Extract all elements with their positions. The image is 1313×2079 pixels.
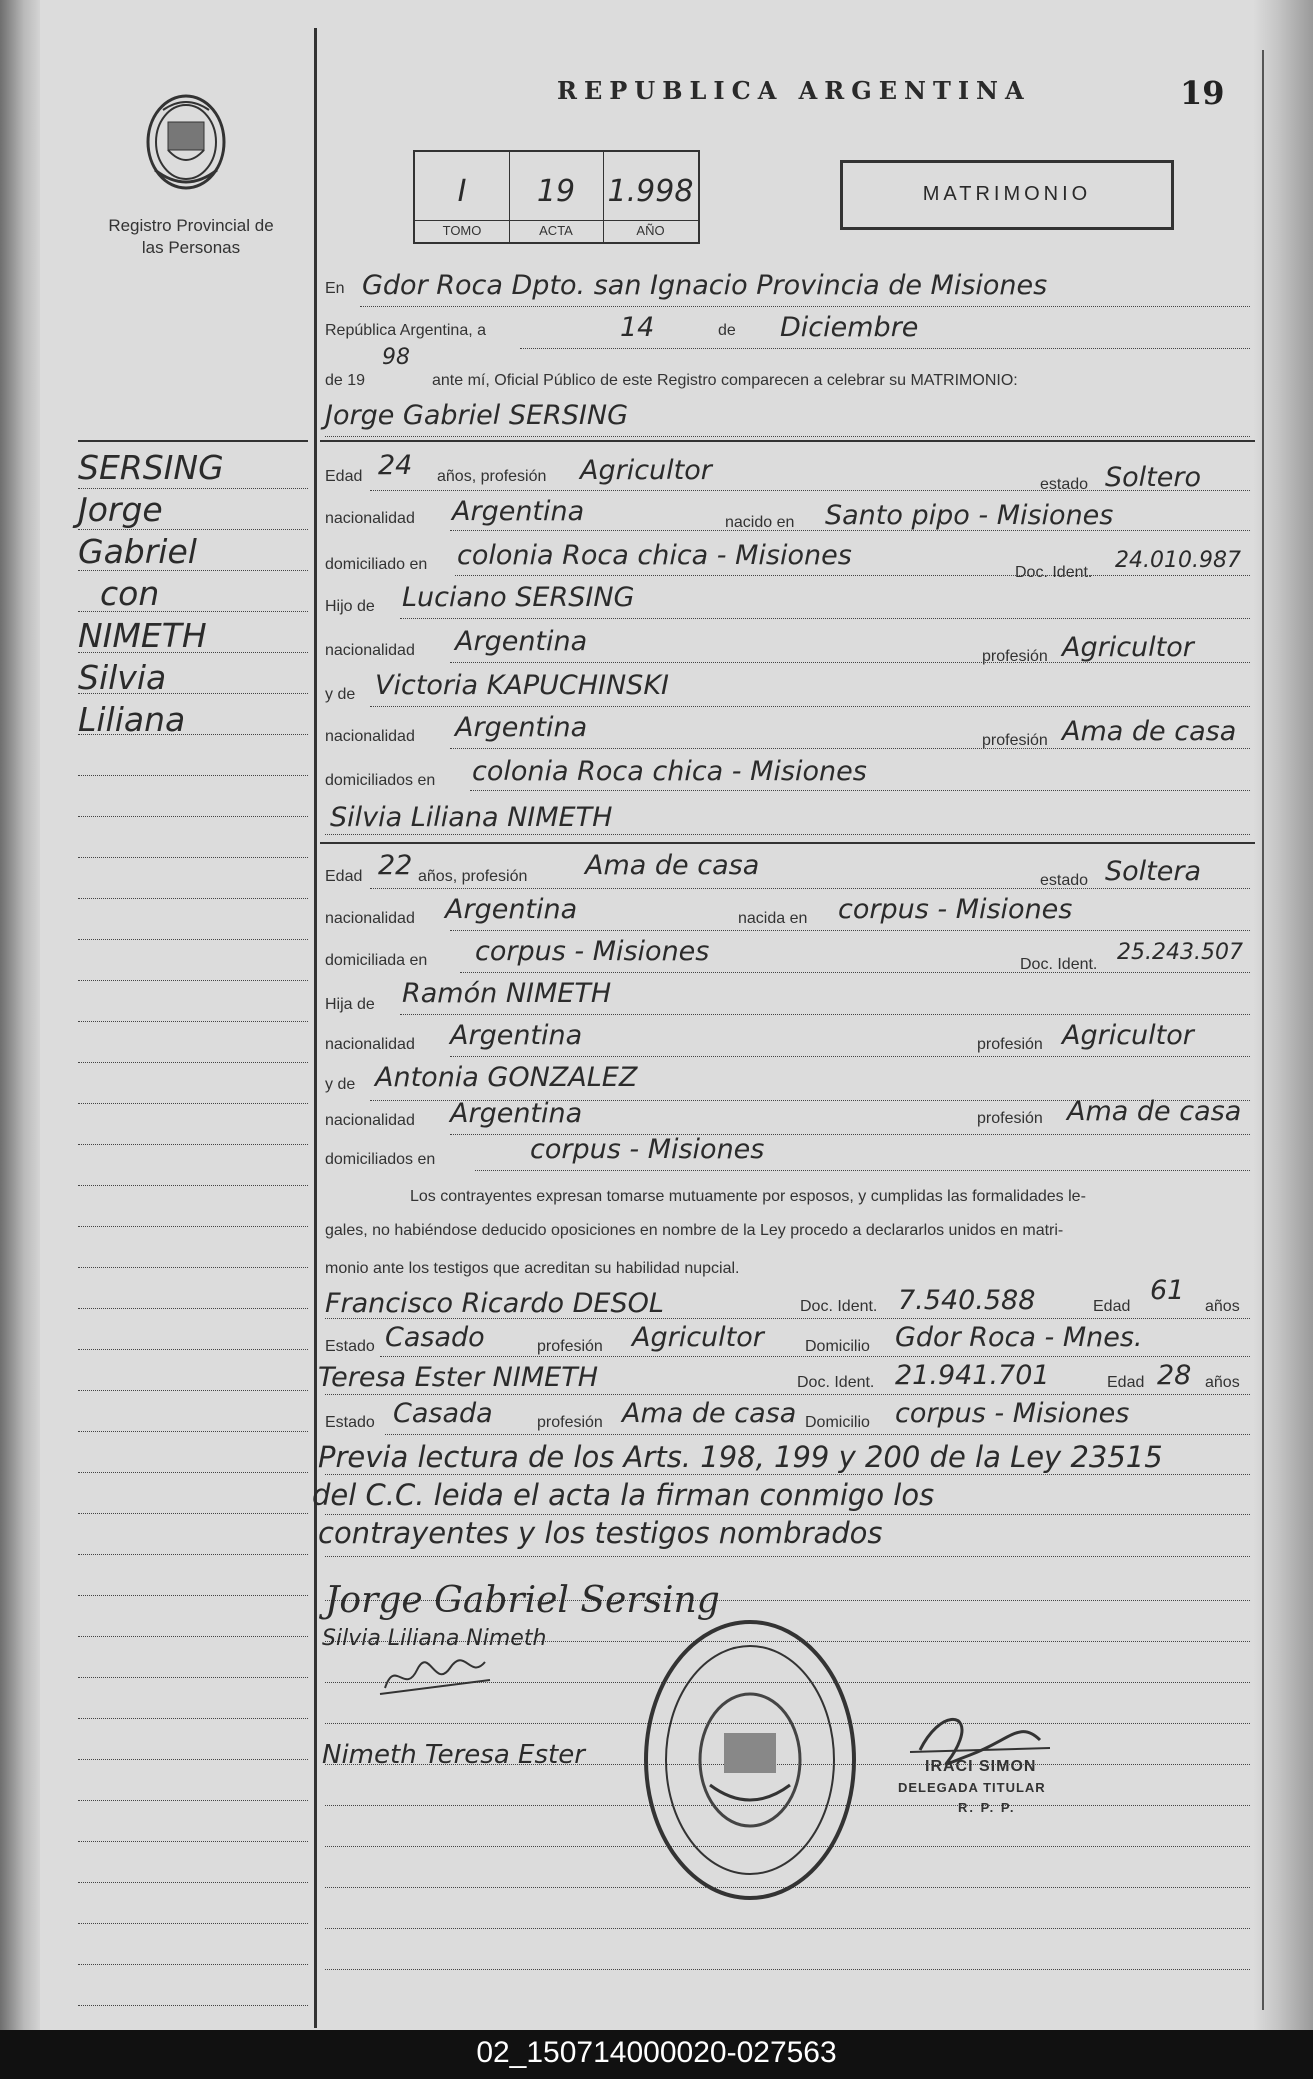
form-line bbox=[450, 748, 1250, 749]
label-y-de: y de bbox=[325, 686, 356, 703]
form-line bbox=[325, 1556, 1250, 1557]
form-line bbox=[470, 790, 1250, 791]
margin-ruled-line bbox=[78, 775, 308, 776]
margin-note-line: SERSING bbox=[78, 448, 224, 487]
record-type-box bbox=[840, 160, 1174, 230]
declaration-line: gales, no habiéndose deducido oposiciones en nombre de la Ley procedo a declararlos unidos en matri- bbox=[325, 1222, 1064, 1239]
label-profesion: profesión bbox=[977, 1110, 1043, 1127]
label-hija: Hija de bbox=[325, 996, 375, 1013]
margin-rule bbox=[78, 440, 308, 442]
margin-ruled-line bbox=[78, 816, 308, 817]
margin-note-line: Jorge bbox=[78, 490, 163, 529]
margin-ruled-line bbox=[78, 1923, 308, 1924]
form-line bbox=[450, 930, 1250, 931]
signature-ruled-line bbox=[325, 1928, 1250, 1929]
label-republic: República Argentina, a bbox=[325, 322, 486, 339]
form-line bbox=[325, 834, 1250, 835]
official-office: R. P. P. bbox=[958, 1800, 1016, 1815]
label-year-prefix: de 19 bbox=[325, 372, 366, 389]
form-line bbox=[385, 1434, 1250, 1435]
label-nacionalidad: nacionalidad bbox=[325, 642, 415, 659]
label-doc: Doc. Ident. bbox=[1020, 956, 1098, 973]
bride-mother-nationality: Argentina bbox=[450, 1098, 583, 1129]
bride-nationality: Argentina bbox=[445, 894, 578, 925]
declaration-line: Los contrayentes expresan tomarse mutuamente por esposos, y cumplidas las formalidades le- bbox=[410, 1188, 1086, 1205]
bride-father-profession: Agricultor bbox=[1062, 1020, 1194, 1051]
witness-1-doc-id: 7.540.588 bbox=[898, 1285, 1036, 1316]
margin-ruled-line bbox=[78, 1103, 308, 1104]
declaration-intro: ante mí, Oficial Público de este Registro comparecen a celebrar su MATRIMONIO: bbox=[432, 372, 1018, 389]
label-estado: estado bbox=[1040, 872, 1089, 889]
groom-full-name: Jorge Gabriel SERSING bbox=[325, 400, 628, 431]
groom-birthplace: Santo pipo - Misiones bbox=[825, 500, 1114, 531]
label-doc: Doc. Ident. bbox=[797, 1374, 875, 1391]
margin-ruled-line bbox=[78, 570, 308, 571]
margin-ruled-line bbox=[78, 1759, 308, 1760]
groom-mother-nationality: Argentina bbox=[455, 712, 588, 743]
form-line bbox=[400, 1014, 1250, 1015]
margin-note-line: NIMETH bbox=[78, 616, 207, 655]
margin-ruled-line bbox=[78, 1595, 308, 1596]
margin-ruled-line bbox=[78, 1308, 308, 1309]
province-seal-icon bbox=[143, 90, 229, 202]
right-frame-line bbox=[1262, 50, 1264, 2010]
form-line bbox=[455, 575, 1250, 576]
bride-signature: Silvia Liliana Nimeth bbox=[322, 1626, 547, 1651]
label-nacionalidad: nacionalidad bbox=[325, 510, 415, 527]
bride-parents-address: corpus - Misiones bbox=[530, 1134, 765, 1165]
label-edad: Edad bbox=[1093, 1298, 1131, 1315]
margin-ruled-line bbox=[78, 1431, 308, 1432]
label-doc: Doc. Ident. bbox=[1015, 564, 1093, 581]
margin-ruled-line bbox=[78, 1841, 308, 1842]
bride-birthplace: corpus - Misiones bbox=[838, 894, 1073, 925]
label-estado: estado bbox=[1040, 476, 1089, 493]
margin-ruled-line bbox=[78, 1964, 308, 1965]
reference-tomo bbox=[415, 152, 510, 242]
witness-2-profession: Ama de casa bbox=[622, 1398, 797, 1429]
bride-full-name: Silvia Liliana NIMETH bbox=[330, 802, 613, 833]
label-profesion: años, profesión bbox=[437, 468, 547, 485]
closing-note-line: contrayentes y los testigos nombrados bbox=[318, 1516, 883, 1550]
label-profesion: profesión bbox=[982, 732, 1048, 749]
margin-ruled-line bbox=[78, 980, 308, 981]
signature-scribble bbox=[375, 1650, 505, 1700]
reference-tomo-value: I bbox=[457, 174, 467, 209]
bride-profession: Ama de casa bbox=[585, 850, 760, 881]
official-signature bbox=[900, 1700, 1060, 1790]
margin-ruled-line bbox=[78, 1185, 308, 1186]
margin-ruled-line bbox=[78, 898, 308, 899]
label-estado: Estado bbox=[325, 1414, 375, 1431]
label-profesion: profesión bbox=[982, 648, 1048, 665]
label-edad: Edad bbox=[325, 868, 363, 885]
form-line bbox=[520, 348, 1250, 349]
label-profesion: profesión bbox=[537, 1338, 603, 1355]
margin-ruled-line bbox=[78, 939, 308, 940]
groom-father-profession: Agricultor bbox=[1062, 632, 1194, 663]
witness-2-doc-id: 21.941.701 bbox=[895, 1360, 1050, 1391]
ceremony-year: 98 bbox=[382, 345, 410, 370]
margin-ruled-line bbox=[78, 1021, 308, 1022]
margin-note-line: Silvia bbox=[78, 658, 167, 697]
margin-ruled-line bbox=[78, 488, 308, 489]
bride-address: corpus - Misiones bbox=[475, 936, 710, 967]
label-profesion: profesión bbox=[977, 1036, 1043, 1053]
witness-2-marital-status: Casada bbox=[393, 1398, 493, 1429]
groom-mother: Victoria KAPUCHINSKI bbox=[375, 670, 669, 701]
closing-note-line: del C.C. leida el acta la firman conmigo los bbox=[312, 1478, 935, 1512]
bride-mother: Antonia GONZALEZ bbox=[375, 1062, 638, 1093]
margin-divider bbox=[314, 28, 317, 2028]
groom-nationality: Argentina bbox=[452, 496, 585, 527]
groom-marital-status: Soltero bbox=[1105, 462, 1201, 493]
bride-marital-status: Soltera bbox=[1105, 856, 1202, 887]
margin-ruled-line bbox=[78, 1554, 308, 1555]
margin-ruled-line bbox=[78, 1144, 308, 1145]
label-domiciliados: domiciliados en bbox=[325, 772, 436, 789]
bride-age: 22 bbox=[378, 850, 413, 881]
label-profesion: profesión bbox=[537, 1414, 603, 1431]
country-title: REPUBLICA ARGENTINA bbox=[557, 76, 1031, 105]
witness-1-profession: Agricultor bbox=[632, 1322, 764, 1353]
label-en: En bbox=[325, 280, 345, 297]
groom-father: Luciano SERSING bbox=[402, 582, 635, 613]
bride-doc-id: 25.243.507 bbox=[1117, 940, 1243, 965]
label-nacionalidad: nacionalidad bbox=[325, 728, 415, 745]
margin-ruled-line bbox=[78, 1062, 308, 1063]
margin-ruled-line bbox=[78, 1636, 308, 1637]
groom-age: 24 bbox=[378, 450, 413, 481]
signature-ruled-line bbox=[325, 1969, 1250, 1970]
margin-ruled-line bbox=[78, 1718, 308, 1719]
margin-ruled-line bbox=[78, 1677, 308, 1678]
form-line bbox=[325, 1474, 1250, 1475]
margin-ruled-line bbox=[78, 857, 308, 858]
margin-ruled-line bbox=[78, 734, 308, 735]
groom-signature: Jorge Gabriel Sersing bbox=[325, 1580, 720, 1621]
witness-1-marital-status: Casado bbox=[385, 1322, 485, 1353]
witness-2-age: 28 bbox=[1157, 1360, 1192, 1391]
official-stamp-icon bbox=[640, 1615, 860, 1905]
reference-acta-value: 19 bbox=[536, 174, 576, 209]
label-estado: Estado bbox=[325, 1338, 375, 1355]
form-line bbox=[380, 1356, 1250, 1357]
margin-ruled-line bbox=[78, 652, 308, 653]
witness-2-address: corpus - Misiones bbox=[895, 1398, 1130, 1429]
margin-ruled-line bbox=[78, 1226, 308, 1227]
margin-ruled-line bbox=[78, 1800, 308, 1801]
margin-ruled-line bbox=[78, 2005, 308, 2006]
margin-ruled-line bbox=[78, 1472, 308, 1473]
form-line bbox=[325, 436, 1250, 437]
witness-signature: Nimeth Teresa Ester bbox=[322, 1740, 585, 1770]
groom-mother-profession: Ama de casa bbox=[1062, 716, 1237, 747]
label-domicilio: Domicilio bbox=[805, 1338, 870, 1355]
record-reference-box bbox=[413, 150, 700, 244]
witness-1-address: Gdor Roca - Mnes. bbox=[895, 1322, 1143, 1353]
witness-1-age: 61 bbox=[1150, 1275, 1185, 1306]
label-de: de bbox=[718, 322, 736, 339]
label-edad: Edad bbox=[325, 468, 363, 485]
reference-ano-value: 1.998 bbox=[607, 174, 694, 209]
margin-ruled-line bbox=[78, 1882, 308, 1883]
label-nacionalidad: nacionalidad bbox=[325, 1112, 415, 1129]
form-line bbox=[370, 888, 1250, 889]
reference-tomo-label: TOMO bbox=[415, 220, 509, 238]
bride-mother-profession: Ama de casa bbox=[1067, 1096, 1242, 1127]
margin-ruled-line bbox=[78, 1349, 308, 1350]
form-line bbox=[360, 306, 1250, 307]
groom-parents-address: colonia Roca chica - Misiones bbox=[472, 756, 867, 787]
bride-father: Ramón NIMETH bbox=[402, 978, 612, 1009]
margin-note-line: Liliana bbox=[78, 700, 186, 739]
margin-ruled-line bbox=[78, 611, 308, 612]
reference-acta-label: ACTA bbox=[509, 220, 603, 238]
section-rule bbox=[320, 842, 1255, 844]
scan-footer bbox=[0, 2030, 1313, 2079]
groom-doc-id: 24.010.987 bbox=[1115, 548, 1241, 573]
ceremony-place: Gdor Roca Dpto. san Ignacio Provincia de Misiones bbox=[362, 270, 1048, 301]
label-doc: Doc. Ident. bbox=[800, 1298, 878, 1315]
form-line bbox=[450, 1056, 1250, 1057]
form-line bbox=[475, 1170, 1250, 1171]
witness-2-name: Teresa Ester NIMETH bbox=[318, 1362, 598, 1393]
margin-ruled-line bbox=[78, 529, 308, 530]
witness-1-name: Francisco Ricardo DESOL bbox=[325, 1288, 664, 1319]
label-hijo: Hijo de bbox=[325, 598, 375, 615]
reference-ano bbox=[603, 152, 698, 242]
margin-ruled-line bbox=[78, 1513, 308, 1514]
registry-name: Registro Provincial de las Personas bbox=[108, 216, 274, 257]
groom-profession: Agricultor bbox=[580, 455, 712, 486]
groom-father-nationality: Argentina bbox=[455, 626, 588, 657]
label-profesion: años, profesión bbox=[418, 868, 528, 885]
binding-shadow bbox=[0, 0, 40, 2030]
margin-ruled-line bbox=[78, 693, 308, 694]
ceremony-month: Diciembre bbox=[780, 312, 919, 343]
label-domiciliados: domiciliados en bbox=[325, 1151, 436, 1168]
scan-file-id: 02_150714000020-027563 bbox=[476, 2036, 837, 2069]
label-edad: Edad bbox=[1107, 1374, 1145, 1391]
section-rule bbox=[320, 440, 1255, 442]
groom-address: colonia Roca chica - Misiones bbox=[457, 540, 852, 571]
form-line bbox=[460, 972, 1250, 973]
label-domicilio: domiciliado en bbox=[325, 556, 428, 573]
reference-ano-label: AÑO bbox=[603, 220, 698, 238]
bride-father-nationality: Argentina bbox=[450, 1020, 583, 1051]
closing-note-line: Previa lectura de los Arts. 198, 199 y 200 de la Ley 23515 bbox=[318, 1440, 1163, 1474]
label-y-de: y de bbox=[325, 1076, 356, 1093]
form-line bbox=[325, 1394, 1250, 1395]
margin-note-line: con bbox=[100, 574, 160, 613]
label-nacionalidad: nacionalidad bbox=[325, 910, 415, 927]
official-name: IRACI SIMON bbox=[925, 1758, 1037, 1775]
form-line bbox=[325, 1514, 1250, 1515]
margin-ruled-line bbox=[78, 1267, 308, 1268]
declaration-line: monio ante los testigos que acreditan su habilidad nupcial. bbox=[325, 1260, 740, 1277]
page-number: 19 bbox=[1180, 74, 1225, 112]
reference-acta bbox=[509, 152, 604, 242]
label-nacido: nacido en bbox=[725, 514, 795, 531]
official-title: DELEGADA TITULAR bbox=[898, 1780, 1046, 1795]
label-nacida: nacida en bbox=[738, 910, 808, 927]
form-line bbox=[370, 706, 1250, 707]
record-type: MATRIMONIO bbox=[922, 183, 1092, 205]
margin-ruled-line bbox=[78, 1390, 308, 1391]
label-domicilio: domiciliada en bbox=[325, 952, 428, 969]
ceremony-day: 14 bbox=[620, 312, 655, 343]
label-nacionalidad: nacionalidad bbox=[325, 1036, 415, 1053]
margin-note-line: Gabriel bbox=[78, 532, 197, 571]
label-anos: años bbox=[1205, 1298, 1240, 1315]
label-anos: años bbox=[1205, 1374, 1240, 1391]
form-line bbox=[400, 618, 1250, 619]
label-domicilio: Domicilio bbox=[805, 1414, 870, 1431]
